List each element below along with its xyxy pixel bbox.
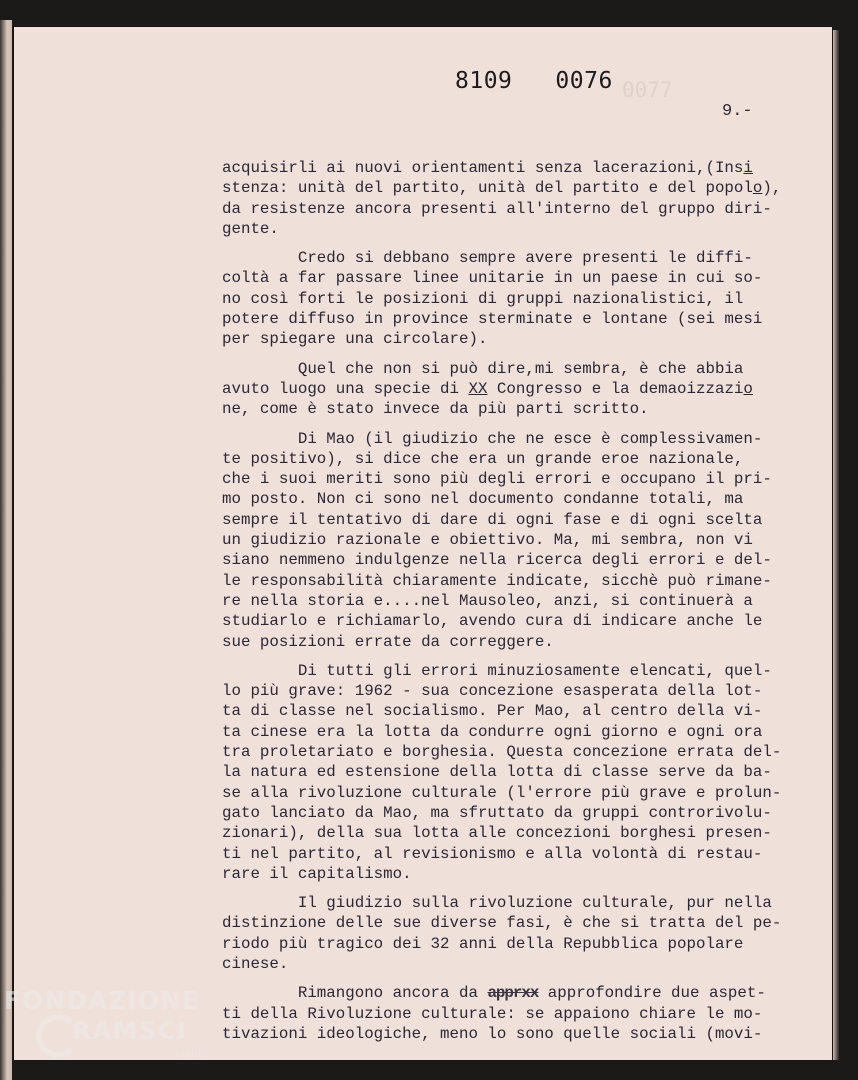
underlined-text: o	[743, 379, 753, 398]
text-line	[222, 783, 802, 803]
text-segment: ne, come è stato invece da più parti scritto.	[222, 400, 649, 419]
text-line	[222, 844, 802, 864]
text-segment: acquisirli ai nuovi orientamenti senza lacerazioni,(Ins	[222, 159, 744, 177]
text-line	[222, 550, 802, 570]
text-line	[222, 1004, 802, 1024]
text-line	[222, 1024, 802, 1044]
text-segment: se alla rivoluzione culturale (l'errore più grave e prolun-	[222, 783, 782, 802]
text-line	[222, 803, 802, 823]
text-segment: le responsabilità chiaramente indicate, sicchè può rimane-	[222, 571, 772, 590]
text-line	[222, 449, 802, 469]
text-line	[222, 983, 802, 1003]
underlined-text: o	[752, 179, 763, 198]
text-line	[222, 632, 802, 652]
text-segment: Rimangono ancora da	[222, 984, 488, 1003]
page-edge-shadow	[833, 30, 839, 1060]
text-segment: tra proletariato e borghesia. Questa concezione errata del-	[222, 743, 782, 762]
paragraph	[222, 248, 802, 349]
text-line	[222, 158, 802, 178]
text-segment: Congresso e la demaoizzazi	[487, 379, 744, 398]
text-segment: re nella storia e....nel Mausoleo, anzi, si continuerà a	[222, 591, 753, 610]
underlined-text: XX	[468, 379, 488, 398]
text-line	[222, 934, 802, 954]
text-line	[222, 268, 802, 288]
text-line	[222, 701, 802, 721]
text-line	[222, 219, 802, 239]
text-segment: tivazioni ideologiche, meno lo sono quelle sociali (movi-	[222, 1024, 763, 1043]
text-segment: un giudizio razionale e obiettivo. Ma, mi sembra, non vi	[222, 531, 753, 550]
text-segment: siano nemmeno indulgenze nella ricerca degli errori e del-	[222, 551, 772, 570]
text-line	[222, 489, 802, 509]
paragraph	[222, 983, 802, 1044]
paragraph	[222, 661, 802, 884]
text-line	[222, 742, 802, 762]
text-line	[222, 591, 802, 611]
text-segment: sempre il tentativo di dare di ogni fase e di ogni scelta	[222, 510, 763, 529]
page-number: 9.-	[722, 102, 753, 121]
text-line	[222, 309, 802, 329]
text-line	[222, 954, 802, 974]
text-segment: ti della Rivoluzione culturale: se appaiono chiare le mo-	[222, 1004, 763, 1023]
text-line	[222, 722, 802, 742]
text-segment: ta cinese era la lotta da condurre ogni giorno e ogni ora	[222, 722, 763, 741]
paragraph	[222, 158, 802, 239]
text-segment: sue posizioni errate da correggere.	[222, 632, 554, 651]
text-segment: Credo si debbano sempre avere presenti le diffi-	[222, 249, 753, 268]
text-line	[222, 661, 802, 681]
text-line	[222, 199, 802, 219]
text-segment: zionari), della sua lotta alle concezioni borghesi presen-	[222, 824, 772, 843]
text-segment: la natura ed estensione della lotta di classe serve da ba-	[222, 763, 772, 782]
text-line	[222, 289, 802, 309]
text-segment: Di tutti gli errori minuziosamente elencati, quel-	[222, 661, 772, 680]
paragraph	[222, 893, 802, 974]
bleed-through-number: 0077	[622, 78, 673, 102]
text-segment: approfondire due aspet-	[538, 984, 766, 1003]
text-line	[222, 329, 802, 349]
struck-out-text: apprxx	[487, 984, 539, 1003]
text-segment: Di Mao (il giudizio che ne esce è complessivamen-	[222, 429, 763, 448]
text-segment: te positivo), si dice che era un grande eroe nazionale,	[222, 449, 744, 468]
text-segment: Quel che non si può dire,mi sembra, è che abbia	[222, 359, 744, 378]
text-line	[222, 530, 802, 550]
text-segment: ta di classe nel socialismo. Per Mao, al centro della vi-	[222, 702, 763, 721]
text-line	[222, 762, 802, 782]
text-line	[222, 399, 802, 419]
text-line	[222, 864, 802, 884]
text-segment: potere diffuso in province sterminate e lontane (sei mesi	[222, 310, 763, 329]
text-segment: gato lanciato da Mao, ma sfruttato da gruppi controrivolu-	[222, 803, 772, 822]
text-segment: per spiegare una circolare).	[222, 330, 488, 349]
watermark-line-3: onlus	[176, 1049, 203, 1060]
text-segment: gente.	[222, 219, 279, 238]
text-line	[222, 469, 802, 489]
fondazione-gramsci-watermark	[4, 986, 224, 1076]
paragraph	[222, 359, 802, 420]
text-line	[222, 359, 802, 379]
watermark-line-1: FONDAZIONE	[4, 986, 201, 1015]
text-segment: ),	[762, 179, 782, 198]
text-line	[222, 571, 802, 591]
text-line	[222, 178, 802, 198]
text-segment: da resistenze ancora presenti all'interno del gruppo diri-	[222, 199, 772, 218]
text-line	[222, 913, 802, 933]
text-segment: mo posto. Non ci sono nel documento condanne totali, ma	[222, 490, 744, 509]
book-spine-edge	[0, 20, 12, 1080]
text-line	[222, 248, 802, 268]
text-segment: coltà a far passare linee unitarie in un paese in cui so-	[222, 269, 763, 288]
text-segment: lo più grave: 1962 - sua concezione esasperata della lot-	[222, 682, 763, 701]
text-segment: stenza: unità del partito, unità del partito e del popol	[222, 179, 753, 198]
text-line	[222, 379, 802, 399]
document-number: 8109 0076	[455, 68, 613, 94]
paragraph	[222, 429, 802, 652]
text-segment: studiarlo e richiamarlo, avendo cura di indicare anche le	[222, 612, 763, 631]
text-line	[222, 681, 802, 701]
watermark-line-2: RAMSCI	[72, 1016, 188, 1045]
text-segment: ti nel partito, al revisionismo e alla volontà di restau-	[222, 844, 763, 863]
typewritten-body	[222, 158, 802, 1053]
text-line	[222, 510, 802, 530]
text-segment: riodo più tragico dei 32 anni della Repubblica popolare	[222, 934, 744, 953]
text-segment: che i suoi meriti sono più degli errori e occupano il pri-	[222, 470, 772, 489]
text-line	[222, 893, 802, 913]
text-segment: distinzione delle sue diverse fasi, è che si tratta del pe-	[222, 914, 782, 933]
text-line	[222, 823, 802, 843]
text-line	[222, 429, 802, 449]
text-segment: rare il capitalismo.	[222, 864, 412, 883]
text-segment: cinese.	[222, 954, 289, 973]
text-line	[222, 611, 802, 631]
underlined-text: i	[743, 159, 753, 177]
text-segment: Il giudizio sulla rivoluzione culturale, pur nella	[222, 894, 772, 913]
text-segment: no così forti le posizioni di gruppi nazionalistici, il	[222, 289, 744, 308]
text-segment: avuto luogo una specie di	[222, 379, 469, 398]
